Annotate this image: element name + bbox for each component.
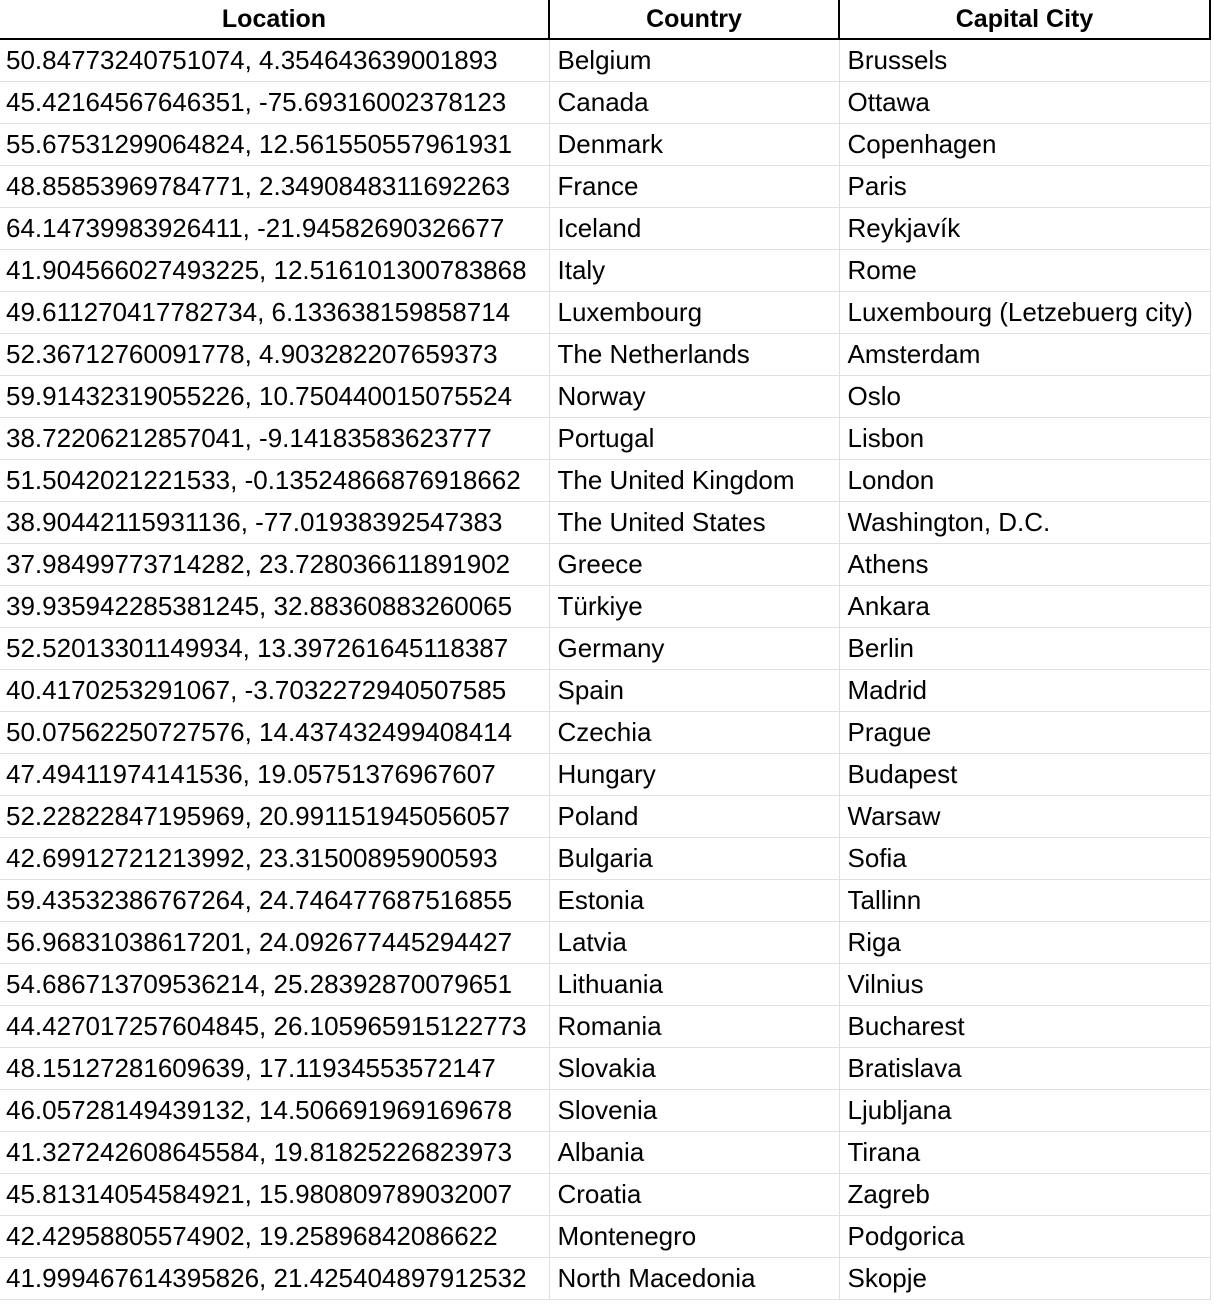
table-row xyxy=(0,208,1210,250)
location-cell[interactable]: 42.42958805574902, 19.25896842086622 xyxy=(0,1216,549,1258)
capital-city-cell[interactable]: Skopje xyxy=(839,1258,1210,1300)
country-cell[interactable]: Italy xyxy=(549,250,839,292)
country-cell[interactable]: Iceland xyxy=(549,208,839,250)
location-cell[interactable]: 44.427017257604845, 26.105965915122773 xyxy=(0,1006,549,1048)
location-cell[interactable]: 56.96831038617201, 24.092677445294427 xyxy=(0,922,549,964)
country-cell[interactable]: Slovenia xyxy=(549,1090,839,1132)
table-row xyxy=(0,670,1210,712)
capital-city-cell[interactable]: Podgorica xyxy=(839,1216,1210,1258)
location-cell[interactable]: 48.15127281609639, 17.11934553572147 xyxy=(0,1048,549,1090)
location-cell[interactable]: 42.69912721213992, 23.31500895900593 xyxy=(0,838,549,880)
location-cell[interactable]: 45.42164567646351, -75.69316002378123 xyxy=(0,82,549,124)
table-row xyxy=(0,586,1210,628)
table-row xyxy=(0,39,1210,82)
table-row xyxy=(0,796,1210,838)
capital-city-cell[interactable]: Warsaw xyxy=(839,796,1210,838)
table-row xyxy=(0,460,1210,502)
country-cell[interactable]: Poland xyxy=(549,796,839,838)
capital-city-cell[interactable]: Copenhagen xyxy=(839,124,1210,166)
country-cell[interactable]: France xyxy=(549,166,839,208)
country-cell[interactable]: Germany xyxy=(549,628,839,670)
capital-city-cell[interactable]: Paris xyxy=(839,166,1210,208)
country-cell[interactable]: Romania xyxy=(549,1006,839,1048)
capital-city-cell[interactable]: Amsterdam xyxy=(839,334,1210,376)
capital-city-cell[interactable]: Tallinn xyxy=(839,880,1210,922)
capital-city-cell[interactable]: Bratislava xyxy=(839,1048,1210,1090)
country-cell[interactable]: Portugal xyxy=(549,418,839,460)
table-row xyxy=(0,922,1210,964)
country-cell[interactable]: Norway xyxy=(549,376,839,418)
header-capital-city[interactable]: Capital City xyxy=(839,0,1210,39)
table-row xyxy=(0,964,1210,1006)
table-row xyxy=(0,1090,1210,1132)
location-cell[interactable]: 64.14739983926411, -21.94582690326677 xyxy=(0,208,549,250)
capital-city-cell[interactable]: Tirana xyxy=(839,1132,1210,1174)
capital-city-cell[interactable]: Brussels xyxy=(839,39,1210,82)
header-country[interactable]: Country xyxy=(549,0,839,39)
table-row xyxy=(0,1216,1210,1258)
country-cell[interactable]: Estonia xyxy=(549,880,839,922)
location-cell[interactable]: 50.84773240751074, 4.354643639001893 xyxy=(0,39,549,82)
location-cell[interactable]: 51.5042021221533, -0.13524866876918662 xyxy=(0,460,549,502)
capital-city-cell[interactable]: London xyxy=(839,460,1210,502)
table-row xyxy=(0,838,1210,880)
table-row xyxy=(0,880,1210,922)
location-cell[interactable]: 38.90442115931136, -77.01938392547383 xyxy=(0,502,549,544)
table-row xyxy=(0,712,1210,754)
capital-city-cell[interactable]: Athens xyxy=(839,544,1210,586)
country-cell[interactable]: Spain xyxy=(549,670,839,712)
table-body xyxy=(0,39,1210,1300)
location-cell[interactable]: 40.4170253291067, -3.7032272940507585 xyxy=(0,670,549,712)
table-row xyxy=(0,502,1210,544)
location-cell[interactable]: 47.49411974141536, 19.05751376967607 xyxy=(0,754,549,796)
header-row xyxy=(0,0,1210,39)
country-cell[interactable]: Latvia xyxy=(549,922,839,964)
country-cell[interactable]: Belgium xyxy=(549,39,839,82)
location-cell[interactable]: 41.327242608645584, 19.81825226823973 xyxy=(0,1132,549,1174)
location-cell[interactable]: 55.67531299064824, 12.561550557961931 xyxy=(0,124,549,166)
capital-city-cell[interactable]: Ljubljana xyxy=(839,1090,1210,1132)
table-row xyxy=(0,754,1210,796)
location-cell[interactable]: 48.85853969784771, 2.3490848311692263 xyxy=(0,166,549,208)
location-cell[interactable]: 59.43532386767264, 24.746477687516855 xyxy=(0,880,549,922)
country-cell[interactable]: North Macedonia xyxy=(549,1258,839,1300)
location-cell[interactable]: 45.81314054584921, 15.980809789032007 xyxy=(0,1174,549,1216)
country-cell[interactable]: Bulgaria xyxy=(549,838,839,880)
capital-city-cell[interactable]: Rome xyxy=(839,250,1210,292)
table-row xyxy=(0,418,1210,460)
header-location[interactable]: Location xyxy=(0,0,549,39)
capital-city-cell[interactable]: Lisbon xyxy=(839,418,1210,460)
country-cell[interactable]: The Netherlands xyxy=(549,334,839,376)
location-cell[interactable]: 54.686713709536214, 25.28392870079651 xyxy=(0,964,549,1006)
location-cell[interactable]: 52.52013301149934, 13.397261645118387 xyxy=(0,628,549,670)
location-cell[interactable]: 52.22822847195969, 20.991151945056057 xyxy=(0,796,549,838)
location-cell[interactable]: 39.935942285381245, 32.88360883260065 xyxy=(0,586,549,628)
capital-city-cell[interactable]: Luxembourg (Letzebuerg city) xyxy=(839,292,1210,334)
country-cell[interactable]: Albania xyxy=(549,1132,839,1174)
capital-city-cell[interactable]: Reykjavík xyxy=(839,208,1210,250)
location-cell[interactable]: 46.05728149439132, 14.506691969169678 xyxy=(0,1090,549,1132)
country-cell[interactable]: Canada xyxy=(549,82,839,124)
capital-city-cell[interactable]: Budapest xyxy=(839,754,1210,796)
country-cell[interactable]: Türkiye xyxy=(549,586,839,628)
table-row xyxy=(0,166,1210,208)
country-cell[interactable]: Luxembourg xyxy=(549,292,839,334)
location-cell[interactable]: 37.98499773714282, 23.728036611891902 xyxy=(0,544,549,586)
country-cell[interactable]: Hungary xyxy=(549,754,839,796)
location-cell[interactable]: 38.72206212857041, -9.14183583623777 xyxy=(0,418,549,460)
capital-city-cell[interactable]: Sofia xyxy=(839,838,1210,880)
country-cell[interactable]: Montenegro xyxy=(549,1216,839,1258)
capital-city-cell[interactable]: Berlin xyxy=(839,628,1210,670)
capital-city-cell[interactable]: Prague xyxy=(839,712,1210,754)
country-cell[interactable]: Lithuania xyxy=(549,964,839,1006)
table-row xyxy=(0,376,1210,418)
capital-city-cell[interactable]: Madrid xyxy=(839,670,1210,712)
table-row xyxy=(0,334,1210,376)
table-row xyxy=(0,1048,1210,1090)
location-cell[interactable]: 59.91432319055226, 10.750440015075524 xyxy=(0,376,549,418)
table-row xyxy=(0,292,1210,334)
capital-city-cell[interactable]: Bucharest xyxy=(839,1006,1210,1048)
capital-city-cell[interactable]: Ottawa xyxy=(839,82,1210,124)
country-cell[interactable]: Czechia xyxy=(549,712,839,754)
capital-city-cell[interactable]: Ankara xyxy=(839,586,1210,628)
table-row xyxy=(0,544,1210,586)
table-row xyxy=(0,628,1210,670)
location-cell[interactable]: 41.904566027493225, 12.516101300783868 xyxy=(0,250,549,292)
country-cell[interactable]: Greece xyxy=(549,544,839,586)
table-row xyxy=(0,250,1210,292)
capital-city-cell[interactable]: Riga xyxy=(839,922,1210,964)
table-row xyxy=(0,1174,1210,1216)
capital-city-cell[interactable]: Washington, D.C. xyxy=(839,502,1210,544)
table-row xyxy=(0,1132,1210,1174)
table-row xyxy=(0,1258,1210,1300)
country-cell[interactable]: Slovakia xyxy=(549,1048,839,1090)
location-cell[interactable]: 52.36712760091778, 4.903282207659373 xyxy=(0,334,549,376)
table-row xyxy=(0,82,1210,124)
country-cell[interactable]: The United Kingdom xyxy=(549,460,839,502)
capital-city-cell[interactable]: Zagreb xyxy=(839,1174,1210,1216)
table-row xyxy=(0,1006,1210,1048)
location-cell[interactable]: 49.611270417782734, 6.133638159858714 xyxy=(0,292,549,334)
location-cell[interactable]: 41.999467614395826, 21.425404897912532 xyxy=(0,1258,549,1300)
table-row xyxy=(0,124,1210,166)
location-cell[interactable]: 50.07562250727576, 14.437432499408414 xyxy=(0,712,549,754)
country-cell[interactable]: Denmark xyxy=(549,124,839,166)
country-cell[interactable]: Croatia xyxy=(549,1174,839,1216)
country-cell[interactable]: The United States xyxy=(549,502,839,544)
capital-city-cell[interactable]: Vilnius xyxy=(839,964,1210,1006)
capital-city-cell[interactable]: Oslo xyxy=(839,376,1210,418)
